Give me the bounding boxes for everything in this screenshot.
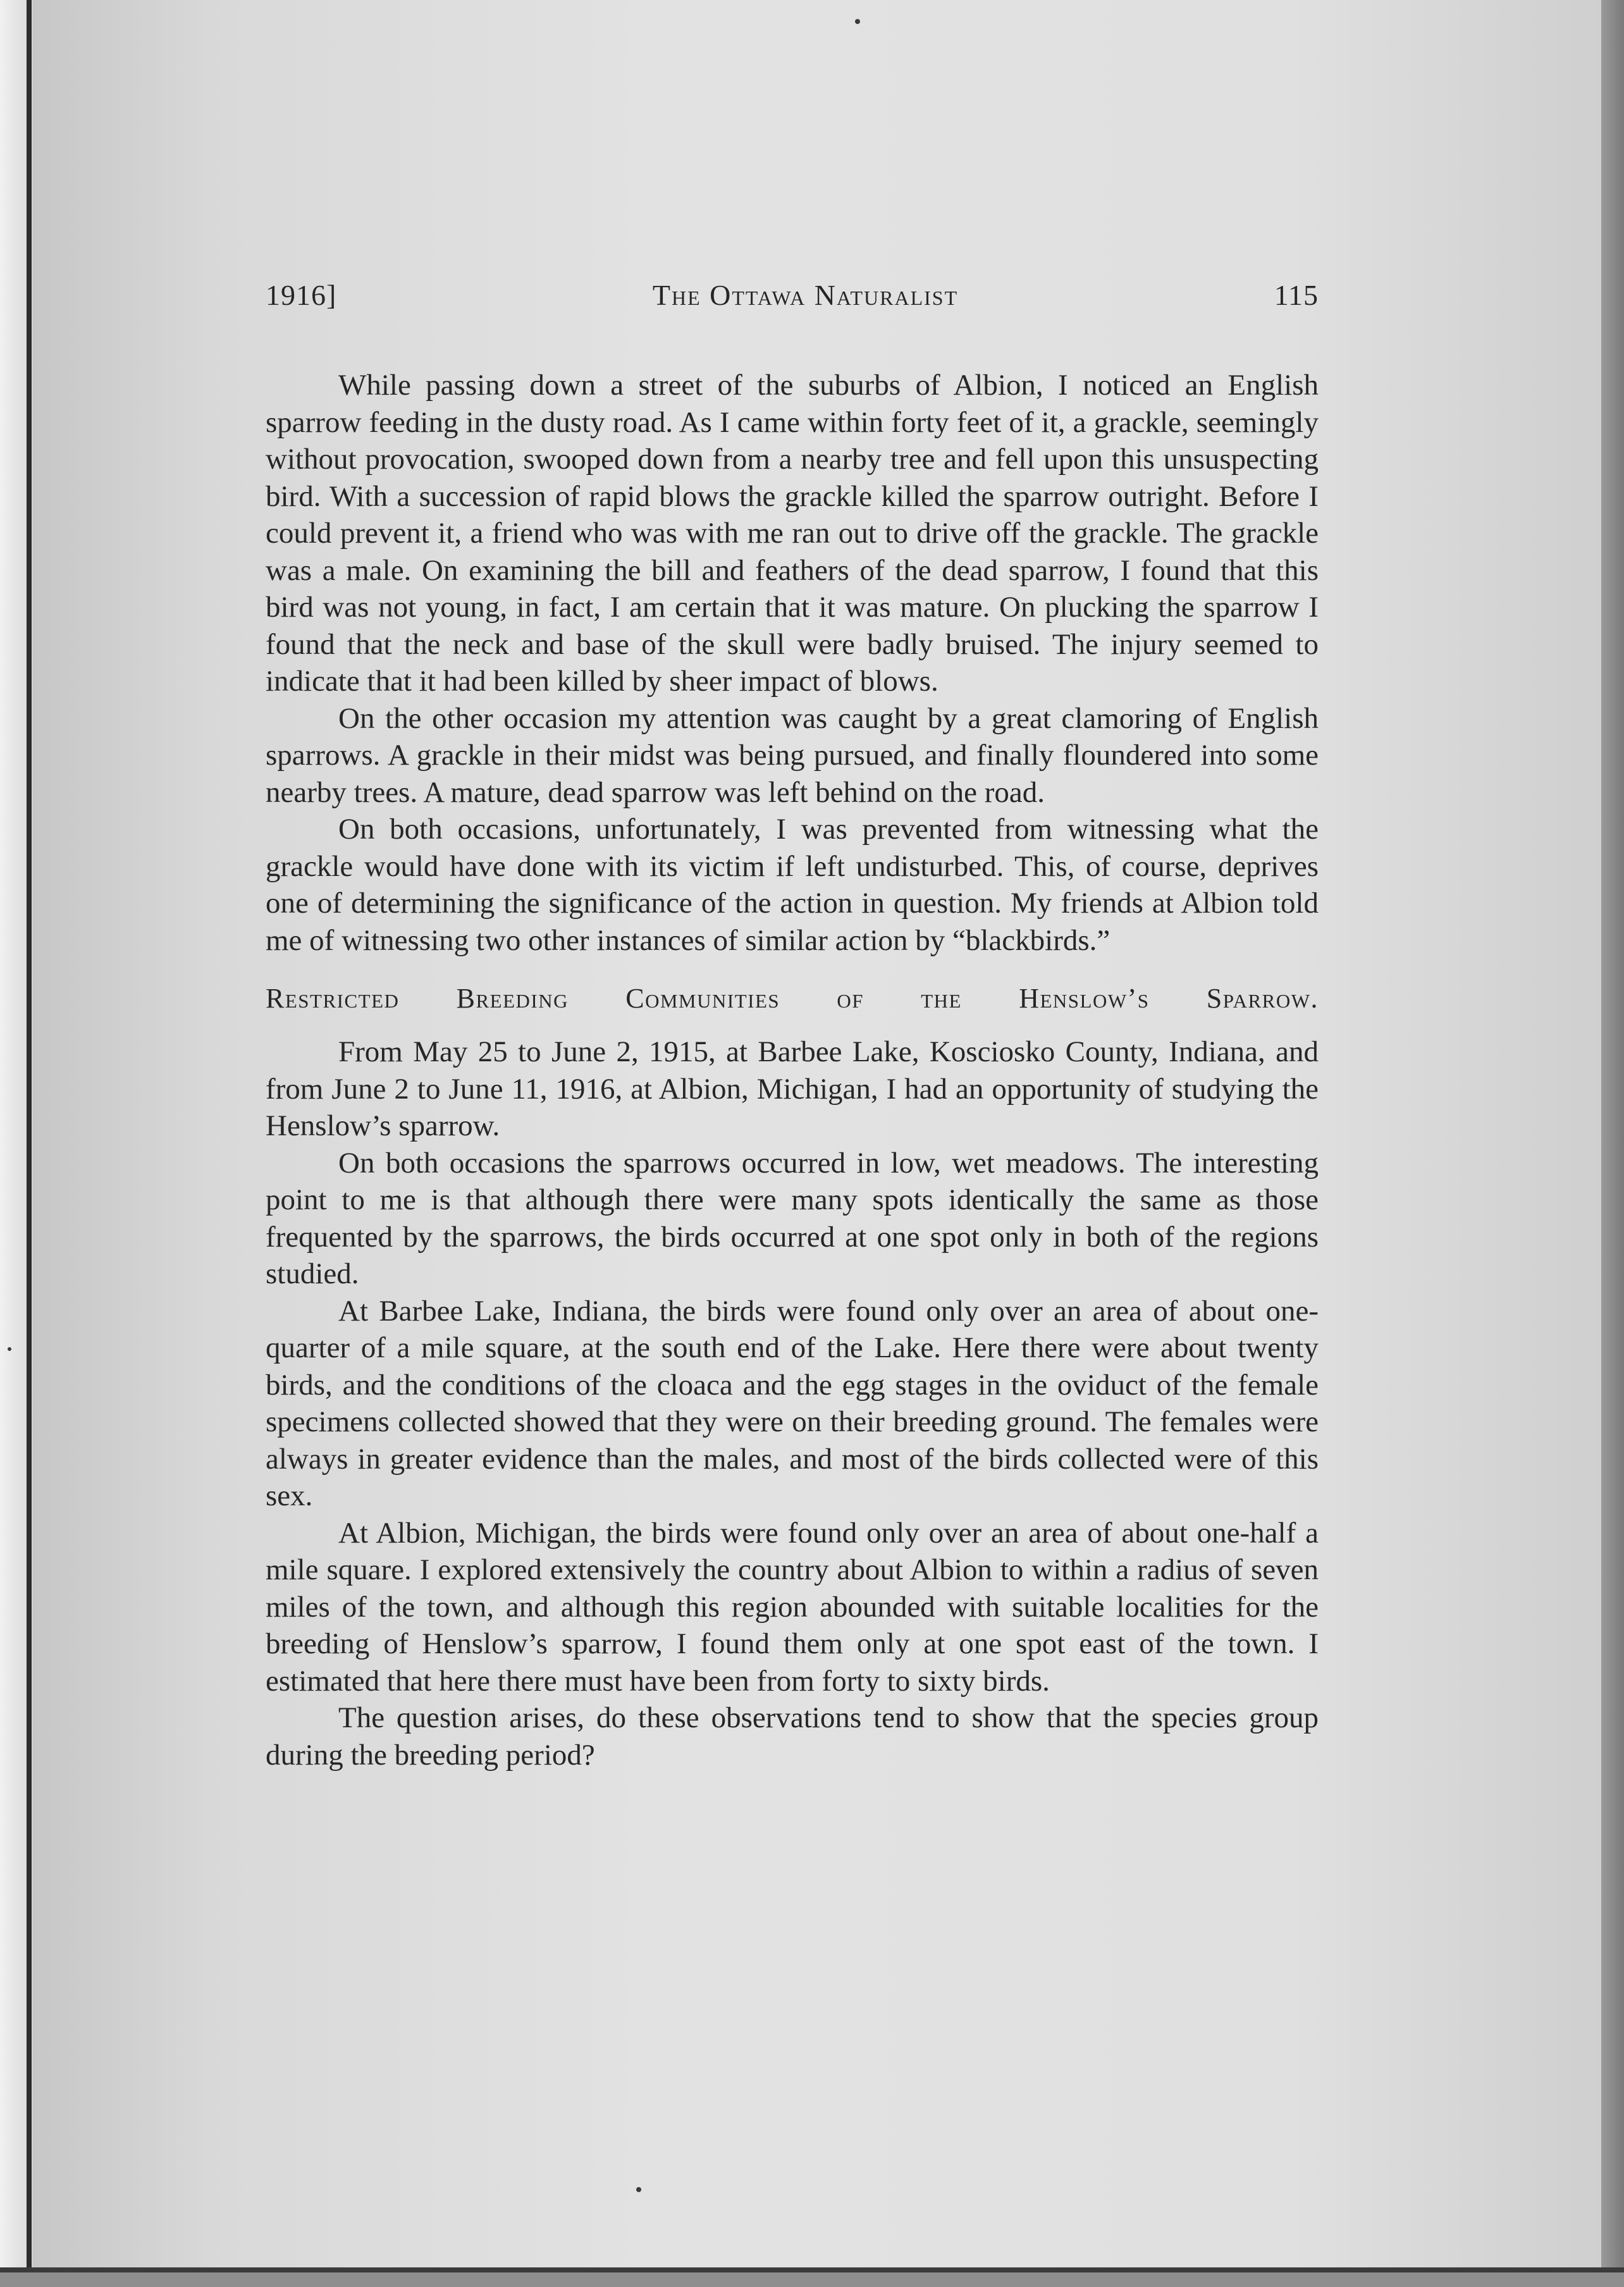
paragraph: From May 25 to June 2, 1915, at Barbee Lake, Koscioskо County, Indiana, and from June 2 to June 11, 1916, at Albion, Michigan, I had an opportunity of studying the Henslow’s sparrow.: [266, 1035, 1319, 1142]
header-year: 1916]: [266, 279, 337, 311]
paragraph: While passing down a street of the suburbs of Albion, I noticed an English sparrow feeding in the dusty road. As I came within forty feet of it, a grackle, seemingly without provocation, swooped down from a nearby tree and fell upon this unsuspecting bird. With a succession of rapid blows the grackle killed the sparrow outright. Before I could prevent it, a friend who was with me ran out to drive off the grackle. The grackle was a male. On examining the bill and feathers of the dead sparrow, I found that this bird was not young, in fact, I am certain that it was mature. On plucking the sparrow I found that the neck and base of the skull were badly bruised. The injury seemed to indicate that it had been killed by sheer impact of blows.: [266, 369, 1319, 698]
paragraph: At Barbee Lake, Indiana, the birds were found only over an area of about one-quarter of a mile square, at the south end of the Lake. Here there were about twenty birds, and the conditions of the cloaca and the egg stages in the oviduct of the female specimens collected showed that they were on their breeding ground. The females were always in greater evidence than the males, and most of the birds collected were of this sex.: [266, 1294, 1319, 1512]
paragraph: On both occasions the sparrows occurred in low, wet meadows. The interesting point to me is that although there were many spots identically the same as those frequented by the sparrows, the birds occurred at one spot only in both of the regions studied.: [266, 1146, 1319, 1290]
paragraph: On both occasions, unfortunately, I was prevented from witnessing what the grackle would have done with its victim if left undisturbed. This, of course, deprives one of determining the significance of the action in question. My friends at Albion told me of witnessing two other instances of similar action by “blackbirds.”: [266, 813, 1319, 957]
running-head: [266, 278, 1319, 329]
paragraph: The question arises, do these observations tend to show that the species group during the breeding period?: [266, 1701, 1319, 1772]
bottom-strip: [0, 2272, 1624, 2287]
paragraph: On the other occasion my attention was caught by a great clamoring of English sparrows. A grackle in their midst was being pursued, and finally floundered into some nearby trees. A mature, dead sparrow was left behind on the road.: [266, 701, 1319, 809]
ink-speck: [8, 1347, 11, 1351]
ink-speck: [855, 19, 860, 24]
text-block: [266, 278, 1319, 1773]
journal-title: The Ottawa Naturalist: [652, 279, 959, 311]
binding-line: [27, 0, 32, 2287]
ink-speck: [636, 2187, 641, 2192]
right-page-edge: [1601, 0, 1624, 2287]
section-heading: Restricted Breeding Communities of the Henslow’s Sparrow.: [266, 983, 1319, 1014]
page-number: 115: [1274, 279, 1319, 311]
bottom-rule: [0, 2267, 1624, 2272]
paragraph: At Albion, Michigan, the birds were found only over an area of about one-half a mile square. I explored extensively the country about Albion to within a radius of seven miles of the town, and although this region abounded with suitable localities for the breeding of Henslow’s sparrow, I found them only at one spot east of the town. I estimated that here there must have been from forty to sixty birds.: [266, 1516, 1319, 1698]
